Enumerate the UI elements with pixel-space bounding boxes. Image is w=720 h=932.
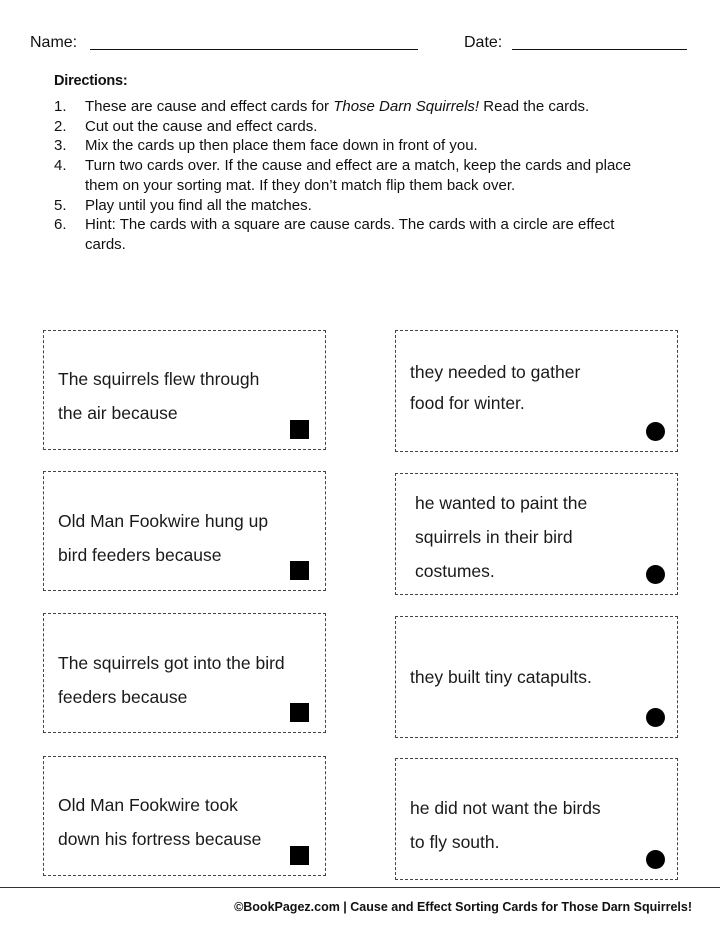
name-field[interactable] xyxy=(90,49,418,50)
direction-item xyxy=(54,196,654,216)
square-icon xyxy=(290,846,309,865)
direction-text: These are cause and effect cards for xyxy=(85,98,334,115)
direction-item xyxy=(54,117,654,137)
circle-icon xyxy=(646,565,665,584)
card-line: the air because xyxy=(58,403,178,423)
card-line: feeders because xyxy=(58,687,188,707)
direction-number: 3. xyxy=(54,137,67,155)
card-text xyxy=(58,504,319,572)
card-line: bird feeders because xyxy=(58,545,222,565)
direction-item xyxy=(54,97,654,117)
card-text xyxy=(58,646,319,714)
card-line: they built tiny catapults. xyxy=(410,667,592,687)
card-line: he wanted to paint the xyxy=(415,493,588,513)
circle-icon xyxy=(646,850,665,869)
square-icon xyxy=(290,420,309,439)
date-label: Date: xyxy=(464,34,503,51)
cause-card xyxy=(43,756,326,876)
card-line: to fly south. xyxy=(410,832,500,852)
direction-text: Cut out the cause and effect cards. xyxy=(85,117,318,135)
cause-card xyxy=(43,613,326,733)
card-line: they needed to gather xyxy=(410,362,581,382)
circle-icon xyxy=(646,422,665,441)
effect-card xyxy=(395,616,678,738)
effect-card xyxy=(395,330,678,452)
direction-text: Mix the cards up then place them face down in front of you. xyxy=(85,137,478,155)
direction-number: 2. xyxy=(54,117,67,135)
card-line: Old Man Fookwire took xyxy=(58,795,238,815)
card-text xyxy=(410,357,671,419)
direction-item xyxy=(54,156,654,195)
card-text xyxy=(410,791,671,859)
card-text xyxy=(410,660,671,694)
header-row xyxy=(0,32,720,56)
card-line: down his fortress because xyxy=(58,829,262,849)
direction-text: Turn two cards over. If the cause and effect are a match, keep the cards and place them on your sorting mat. If they don’t match flip them back over. xyxy=(85,157,632,194)
direction-text: Hint: The cards with a square are cause cards. The cards with a circle are effect cards. xyxy=(85,216,615,253)
name-label: Name: xyxy=(30,34,78,51)
book-title: Those Darn Squirrels! xyxy=(333,98,480,115)
directions-section xyxy=(54,73,654,255)
directions-list xyxy=(54,97,654,255)
card-line: food for winter. xyxy=(410,393,525,413)
card-line: costumes. xyxy=(415,561,495,581)
direction-number: 4. xyxy=(54,157,67,175)
direction-text: Read the cards. xyxy=(479,98,590,115)
direction-number: 6. xyxy=(54,216,67,234)
card-line: The squirrels flew through xyxy=(58,369,260,389)
effect-card xyxy=(395,758,678,880)
direction-number: 1. xyxy=(54,98,67,115)
card-line: The squirrels got into the bird xyxy=(58,653,285,673)
square-icon xyxy=(290,703,309,722)
direction-text: Play until you find all the matches. xyxy=(85,196,312,214)
card-line: Old Man Fookwire hung up xyxy=(58,511,269,531)
direction-number: 5. xyxy=(54,196,67,214)
card-line: squirrels in their bird xyxy=(415,527,573,547)
circle-icon xyxy=(646,708,665,727)
direction-item xyxy=(54,136,654,156)
card-text xyxy=(58,362,319,430)
footer-credit: ©BookPagez.com | Cause and Effect Sorting Cards for Those Darn Squirrels! xyxy=(234,900,692,914)
footer-divider xyxy=(0,887,720,888)
direction-item xyxy=(54,215,654,254)
card-line: he did not want the birds xyxy=(410,798,601,818)
square-icon xyxy=(290,561,309,580)
card-text xyxy=(415,486,671,588)
card-text xyxy=(58,788,319,856)
directions-title: Directions: xyxy=(54,73,128,89)
cause-card xyxy=(43,330,326,450)
date-field[interactable] xyxy=(512,49,687,50)
cause-card xyxy=(43,471,326,591)
effect-card xyxy=(395,473,678,595)
